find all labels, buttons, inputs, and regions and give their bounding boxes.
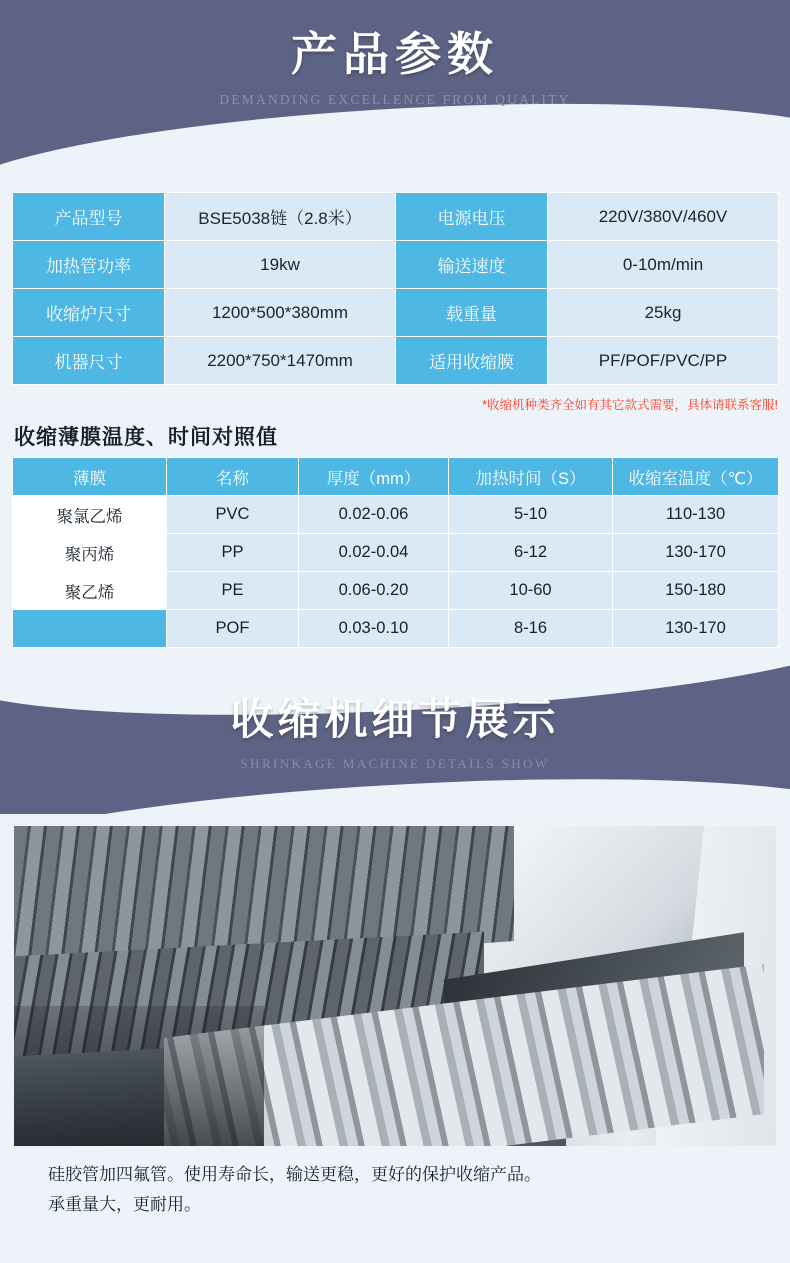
film-material-name: 聚丙烯 xyxy=(13,534,167,572)
film-material-name xyxy=(13,610,167,648)
spec-label: 收缩炉尺寸 xyxy=(13,289,165,337)
film-chamber-temp: 130-170 xyxy=(613,610,779,648)
spec-label: 电源电压 xyxy=(396,193,548,241)
photo-caption xyxy=(0,1146,790,1240)
column-header: 薄膜 xyxy=(13,458,167,496)
table-header-row xyxy=(13,458,779,496)
spec-value: 2200*750*1470mm xyxy=(165,337,396,385)
caption-line-2: 承重量大，更耐用。 xyxy=(48,1195,201,1214)
spec-label: 加热管功率 xyxy=(13,241,165,289)
spec-label: 产品型号 xyxy=(13,193,165,241)
film-abbr: POF xyxy=(167,610,299,648)
table-row xyxy=(13,534,779,572)
column-header: 收缩室温度（℃） xyxy=(613,458,779,496)
spec-table-section xyxy=(0,178,790,385)
film-table xyxy=(12,457,779,648)
spec-value: 19kw xyxy=(165,241,396,289)
details-title: 收缩机细节展示 xyxy=(230,696,560,744)
film-heat-time: 5-10 xyxy=(449,496,613,534)
film-abbr: PE xyxy=(167,572,299,610)
table-row xyxy=(13,193,779,241)
film-material-name: 聚氯乙烯 xyxy=(13,496,167,534)
film-section-heading: 收缩薄膜温度、时间对照值 xyxy=(14,426,278,449)
spec-label: 输送速度 xyxy=(396,241,548,289)
caption-line-1: 硅胶管加四氟管。使用寿命长，输送更稳，更好的保护收缩产品。 xyxy=(48,1165,541,1184)
spec-label: 机器尺寸 xyxy=(13,337,165,385)
spec-label: 适用收缩膜 xyxy=(396,337,548,385)
details-subtitle: SHRINKAGE MACHINE DETAILS SHOW xyxy=(240,756,550,771)
film-table-section xyxy=(0,457,790,648)
film-heat-time: 8-16 xyxy=(449,610,613,648)
page-title: 产品参数 xyxy=(291,28,499,80)
spec-value: 220V/380V/460V xyxy=(548,193,779,241)
customer-service-note: *收缩机种类齐全如有其它款式需要，具体请联系客服! xyxy=(482,398,778,412)
film-thickness: 0.03-0.10 xyxy=(299,610,449,648)
spec-value: 25kg xyxy=(548,289,779,337)
film-heat-time: 6-12 xyxy=(449,534,613,572)
film-thickness: 0.02-0.06 xyxy=(299,496,449,534)
film-material-name: 聚乙烯 xyxy=(13,572,167,610)
spec-value: 1200*500*380mm xyxy=(165,289,396,337)
column-header: 名称 xyxy=(167,458,299,496)
film-abbr: PP xyxy=(167,534,299,572)
film-chamber-temp: 150-180 xyxy=(613,572,779,610)
column-header: 厚度（mm） xyxy=(299,458,449,496)
spec-value: PF/POF/PVC/PP xyxy=(548,337,779,385)
table-row xyxy=(13,572,779,610)
product-photo-section xyxy=(0,814,790,1146)
film-abbr: PVC xyxy=(167,496,299,534)
page-subtitle: DEMANDING EXCELLENCE FROM QUALITY xyxy=(219,92,571,107)
spec-value: BSE5038链（2.8米） xyxy=(165,193,396,241)
spec-label: 载重量 xyxy=(396,289,548,337)
film-thickness: 0.02-0.04 xyxy=(299,534,449,572)
film-chamber-temp: 130-170 xyxy=(613,534,779,572)
note-row xyxy=(0,385,790,415)
details-banner xyxy=(0,662,790,814)
table-row xyxy=(13,610,779,648)
spec-table xyxy=(12,192,779,385)
table-row xyxy=(13,241,779,289)
table-row xyxy=(13,289,779,337)
film-thickness: 0.06-0.20 xyxy=(299,572,449,610)
spec-value: 0-10m/min xyxy=(548,241,779,289)
header-banner xyxy=(0,0,790,178)
column-header: 加热时间（S） xyxy=(449,458,613,496)
film-chamber-temp: 110-130 xyxy=(613,496,779,534)
machine-detail-photo xyxy=(14,826,776,1146)
table-row xyxy=(13,337,779,385)
photo-shadow xyxy=(14,1006,264,1146)
film-heat-time: 10-60 xyxy=(449,572,613,610)
table-row xyxy=(13,496,779,534)
